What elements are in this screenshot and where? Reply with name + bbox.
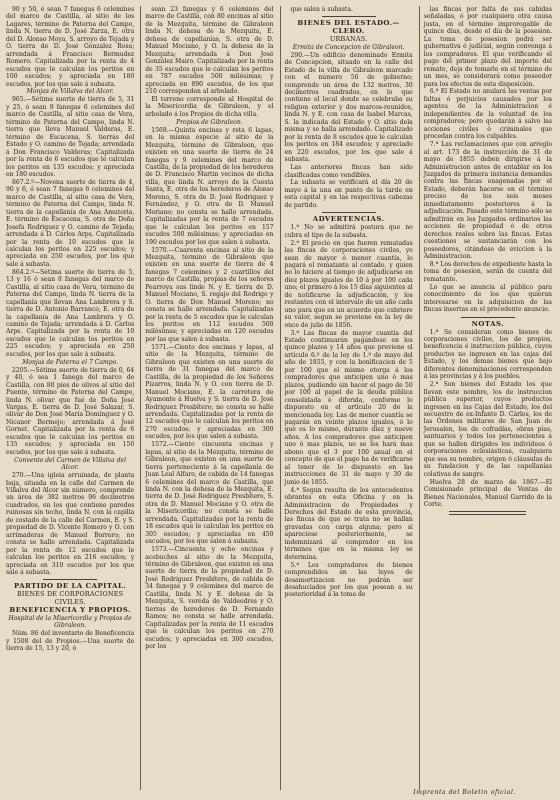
- column-4: [419, 6, 552, 790]
- section-heading: BIENES DEL ESTADO.—CLERO.: [297, 19, 400, 35]
- section-heading: URBANAS.: [329, 34, 368, 43]
- column-2: [140, 6, 273, 790]
- section-heading: NOTAS.: [471, 319, 505, 328]
- paragraph: 290.—Un edificio denominado Ermita de Concepcion, situado en la calle del Estado de la villa de Gibraleon marcado con el número 56 de gobierno; comprende un área de 132 metros, 30 decímetros cuadrados, en lo que contiene el local donde se celebraba su religion exterior y dos marcos-reunidos, linda N. y E. con casa de Isabel Marcas, S. la indicada del Estado y O. sitio dela misma y se halla arrendado. Capitalizado por la renta de 8 escudos que le calculan los peritos en 184 escudos; y apreciado en 220 escudos, por los que sale á subasta.: [284, 51, 413, 164]
- paragraph: El terreno corresponde al Hospital de la Misericordia de Gibraleon, y el arbolado á los Propios de dicha villa.: [145, 95, 274, 118]
- section-heading: BIENES DE CORPORACIONES CIVILES.: [17, 590, 124, 606]
- section-heading: Convento del Carmen de Villalva del Alcor.: [14, 456, 127, 472]
- paragraph: 1.ª Se consideran como bienes de corporaciones civiles, los de propios, beneficencia é instruccion pública, cuyos productos no ingresen en las cajas del Estado, y los demas bienes que bajo diferentes denominaciones corresponden á las provincias y á los pueblos.: [423, 328, 552, 381]
- divider: [449, 511, 526, 515]
- paragraph: Lo que se anuncia al público para conocimiento de los que quieran interesarse en la adquisicion de las fincas insertas en el precedente anuncio.: [423, 283, 552, 314]
- paragraph: 1573.—Cincuenta y ocho encinas y acebuches al sitio de la Mezquita, término de Gibraleon, que existen en una suerte de tierra de la propiedad de D. José Rodriguez Presbítero, de cabida de 34 fanegas y 9 celemines del marco de Castilla, linda N. y E. dehesa de la Mezquita, S. vereda de Valdeodres y O. tierras de herederos de D. Fernando Ramos; no consta se halle arrendada. Capitalizadas por la renta de 11 escudos que le calculan los peritos en 270 escudos; y apreciadas en 300 escudos, por los: [145, 546, 274, 651]
- paragraph: que salen á subasta.: [290, 6, 353, 13]
- paragraph: 1572.—Ciento cincuenta encinas y lapas, al sitio de la Mezquita, término de Gibraleon, que existen en una suerte de tierra perteneciente á la capellanía de Juan Leal Alfaro, de cabida de 14 fanegas 6 celemines del marco de Castilla, que linda N. con la dehesa de la Mezquita, E. tierra de D. José Rodriguez Presbítero, S. otra de D. Manuel Mociano y O. otra de la Misericordia; no consta se halle arrendada. Capitalizadas por la renta de 18 escudos que le calculan los peritos en 305 escudos; y apreciadas en 450 escudos, por los que salen á subasta.: [145, 441, 274, 546]
- paragraph: 90 y 50, é sean 7 fanegas 6 celemines del marco de Castilla, al sitio de los Lagares, término de Paterna del Campo, linda N. tierra de D. José Zarza, E. otra del D. Alonso Moya, S. arroyo de Tejada y O. tierra de D. José Gonzalez Rosa; arrendada á Francisco Bermudez Romero. Capitalizada por la renta de 4 escudos que le calculan los peritos en 100 escudos; y apreciada en 180 escudos, por los que sale á subasta.: [6, 6, 135, 88]
- paragraph: 867.2.º—Novena suerte de tierra de 4, 90 y 6, ó sean 7 fanegas 6 celemines del marco de Castilla, al sitio casa de Vera, término de Paterna del Campo, linda N. tierra de la capellanía de Ana Amutoria, E. término de Escacena, S. otra de Doña Josefa Rodriguez y O. camino de Tejada; arrendada á D. Carlos Arps. Capitalizada por la renta de 10 escudos que le calculan los peritos en 225 escudos; y apreciada en 250 escudos, por los que sale á subasta.: [6, 178, 135, 268]
- divider: [322, 16, 376, 17]
- section-heading: Monjas de Villalva del Alcor.: [26, 88, 114, 96]
- paragraph: las fincas por falta de sus cabidas señaladas, ó por cualquiera otra causa justa, en el término improrogable de quince días, desde el día de la posesion. La toma de posesion podrá ser gubernativa ó judicial, según convenga á los compradores. El que verificando el pago del primer plazo del importe del remate, deja de tomarle en el término de un mes, se considerará como poseedor para los efectos de esta disposición.: [423, 6, 552, 88]
- paragraph: 5.ª Los compradores de bienes comprendidos en las leyes de desamortizacion no podrán ser desahuciados por los que posean a su posterioridad á la toma de: [284, 561, 413, 599]
- paragraph: sean 23 fanegas y 6 celemines del marco de Castilla, con 80 encinas al sitio de la Mezquita, término de Gibraleon linda N. dehesa de la Mezquita, E. dehesa de capellanías, S. otra de D. Manuel Mociano, y O. la dehesa de la Mezquita; arrendada á Don José González Mairo. Capitalizada por la renta de 35 escudos que le calculan los peritos en 787 escudos 500 milésimas; y apreciada en 890 escudos, de los que 210 corresponden al arbolado.: [145, 6, 274, 95]
- paragraph: 4.ª Segun resulta de los antecedentes obrantes en esta Oficina y en la Administracion de Propiedades y Derechos del Estado de esta provincia, las fincas de que se trata no se hallan gravadas con carga alguna; pero si apareciese posteriormente, se indemnizará al comprador en los términos que en la misma ley se determina.: [284, 486, 413, 561]
- text-columns: [6, 6, 552, 790]
- paragraph: 6.ª El Estado no anulará las ventas por faltas ó perjuicios causados por los agentes de la Administracion é independientes de la voluntad de los compradores; pero quedarán á salvo las acciones civiles ó criminales que procedan contra los culpables.: [423, 88, 552, 141]
- section-heading: Propios de Gibraleon.: [176, 118, 243, 126]
- divider: [43, 579, 97, 580]
- paragraph: 270.—Una igleia arruinada, de planta baja, situada en la calle del Carmen de Villalva del Alcor sin número, comprende un área de 382 metros 96 decímetros cuadrados, en los que contiene paredes ruinosas sin techo, linda N. con la capilla de costado de la calle del Carmen, E. y S. propiedad de D. Vicente Romero y O. con arrimaderas de Manuel Borrero; no consta se halle arrendada. Capitalizada por la renta de 12 escudos que le calculan los peritos en 216 escudos; y apreciada en 310 escudos por los que sale á subasta.: [6, 472, 135, 576]
- divider: [461, 317, 515, 318]
- paragraph: 1569.—Quinta encinas y reta 6 lapas, en la misma especie al sitio de la Mezquita, término de Gibraleon, que existen en una suerte de tierra de 24 fanegas y 9 celemines del marco de Castilla, de la propiedad de los herederos de D. Francisco Martin vecinos de dicha villa, que linda N. arroyo de la Cuesta Santa, E. otra de los herederos de Alonso Moreno, S. otra de D. José Rodriguez y Fernández, y O. otra de D. Manuel Moriano; no consta se halle arrendada. Capitalizadas por la renta de 7 escudos que le calculan los peritos en 157 escudos 500 milésimas; y apreciadas en 190 escudos por los que salen á subasta.: [145, 126, 274, 246]
- paragraph: 2.ª El precio en que fueren rematadas las fincas de corporaciones civiles, yo sean de mayor ó menor cuantía, lo pagará el rematante al contado, y quien no lo hiciere al tiempo de adjudicarse en diez plazos iguales de 10 á por 100 cada uno; el primero á los 15 días siguientes al de notificarse la adjudicación, y los restantes con el intervalo de un año cada uno para que en un acuerdo que cubriere su valor, segun se previene en la ley de once de julio de 1856.: [284, 239, 413, 329]
- paragraph: 2.ª Son bienes del Estado los que llevan este nombre, los de instruccion pública superior, cuyos productos ingresen en las Cajas del Estado, los del secuestro de ex-Infante D. Cárlos, los de las Órdenes militares de San Juan de Jerusalen, los de cofradías, obras pías, santuarios y todos los pertenecientes á que se hallen dirigidos los individuos ó corporaciones eclesiásticas, cualquiera que sea su nombre, origen ó cláusulas de su fundacion y de las capellanías colativas de sangre.: [423, 381, 552, 478]
- paragraph: Huelva 28 de marzo de 1867.—El Comisionado principal de Ventas de Bienes Nacionales, Manuel Garrido de la Corte.: [423, 478, 552, 508]
- paragraph: Núm. 86 del inventario de Beneficencia y 1508 del de Propios.—Una suerte de tierra de 15, 13 y 20, ó: [6, 630, 135, 653]
- section-heading: Ermita de Concepcion de Gibraleon.: [292, 43, 405, 51]
- paragraph: 7.ª Las reclamaciones que con arreglo al art. 173 de la instrucción de 31 de mayo de 1855 deben dirigirse á la Administracion antes de entablar en los Juzgados de primera instancia demandas contra las fincas enagenadas por el Estado, deberán hacerse en el término preciso de los seis meses inmediatamente posteriores á la adjudicación. Pasado este término sólo se admitirán en los Juzgados ordinarios las acciones de propiedad ó de otros derechos reales sobre las fincas. Estas cuestiones se sustanciarán con los poseedores, citándose de eviccion á la Administracion.: [423, 141, 552, 260]
- paragraph: 8.ª Los derechos de expediente hasta la toma de posesion, serán de cuenta del rematante.: [423, 260, 552, 283]
- section-heading: Monjas de Paterna el 7 Campo.: [22, 358, 119, 366]
- section-heading: BENEFICENCIA Y PROPIOS.: [9, 605, 131, 614]
- printer-imprint: Imprenta del Boletin oficial.: [413, 789, 516, 796]
- paragraph: 2205.—Sétima suerte de tierra de 0, 64 y 40, ó sea 1 fanega del marco de Castilla, con 80 pies de olivos al sitio del Puente, término de Paterna del Campo, linda N. olivar que fué de Doña José Vargas, E. tierra de D. José Salazar, S. olivar de Don José María Domínguez y O. Nicanor Bermejo; arrendada á José Gornet. Capitalizada por la renta de 6 escudos que le calculan los peritos en 135 escudos; y apreciada en 150 escudos, por los que sale á subasta.: [6, 366, 135, 456]
- paragraph: 1.ª No se admitirá postura que no cubra el tipo de la subasta.: [284, 224, 413, 239]
- section-heading: ADVERTENCIAS.: [312, 215, 385, 224]
- paragraph: 1570.—Cuarenta encinas al sitio de la Mezquita, término de Gibraleon que existen en una suerte de tierra de 4 fanegas 7 celemines y 2 cuartillos del marco de Castilla, propias de los señores Pearroya sus linde N. y E. tierra de D. Manuel Mociano, S. regajo del Rodrigo y O. tierra de Don Manuel Moreno; no consta se halle arrendada. Capitalizadas por la renta de 5 escudos que le calculan los peritos en 112 escudos 500 milésimas; y apreciadas en 120 escudos por las que salen á subasta.: [145, 246, 274, 343]
- paragraph: 864.2.º—Sétima suerte de tierra de 5, 13 y 16 ó sean 8 fanegas del marco de Castilla, al sitio casa de Vera, término de Paterna del Campo, linda N. tierra de la capellanía que llevan Ana Lambrera y S. tierra de D. Antonio Barranco, E. otra de la capellanía de Ana Lambrera y O. camino de Tejada; arrendada á D. Carlos Arps. Capitalizada por la renta de 10 escudos que le calculan los peritos en 225 escudos; y apreciada en 250 escudos, por los que sale á subasta.: [6, 268, 135, 358]
- paragraph: La subasta se verificará el día 20 de mayo á la una en punto de la tarde en esta capital y en las respectivas cabezas de partido.: [284, 179, 413, 209]
- column-1: [6, 6, 134, 790]
- section-heading: PARTIDO DE LA CAPITAL.: [14, 582, 127, 591]
- paragraph: 965.—Sétima suerte de tierra de 5, 31 y 25, ó sean 9 fanegas 6 celemines del marco de Castilla, al sitio casa de Vera, término de Paterna del Campo, linda N. tierra que lleva Manuel Valderas, E. término de Escacena, S. tierras del Estado y O. camino de Tejada; arrendada á Don Francisco Valderas; Capitalizada por la renta de 6 escudos que le calculan los peritos en 135 escudos; y apreciada en 180 escudos.: [6, 96, 135, 178]
- section-heading: Hospital de la Misericordia y Propios de Gibraleon.: [8, 614, 132, 630]
- paragraph: 1571.—Ciento dos encinas y lapas, al sitio de la Mezquita, término de Gibraleon que existen en una suerte de tierra de 31 fanegas del marco de Castilla, de la propiedad de los Señores Pizarros, linda N. y O. con tierra de D. Manuel Mociano, E. la carretera de Ayamonte á Huelva y S. tierra de D. José Rodriguez Presbítero; no consta se halle arrendada. Capitalizadas por la renta de 12 escudos que le calculan los peritos en 270 escudos; y apreciadas en 300 escudos, por los que salen á subasta.: [145, 343, 274, 441]
- column-3: [280, 6, 413, 790]
- divider: [322, 212, 376, 213]
- paragraph: 3.ª Las fincas de mayor cuantía del Estado continuarán pagándose en los quince plazos y 14 años que previene el artículo 6.º de la ley de 1.º de mayo del año de 1855, y con la bonificacion de 5 por 100 que el mismo otorga á los compradores que anticipen uno ó mas plazos, pudiendo sin hacer el pago de 50 por 100 al papel de la deuda pública consolidada ó diferida, conforme lo dispuesto en el artículo 20 de la mencionada ley. Las de menor cuantía se pagarán en veinte plazos iguales, ó lo que es lo mismo, durante diez y nueve años. A los compradores que anticipen uno ó mas plazos, no se les hará mas abono que el 3 por 100 anual en el concepto de que el pago ha de verificarse al tenor de lo dispuesto en las instrucciones de 31 de mayo y 30 de junio de 1855.: [284, 329, 413, 486]
- paragraph: Las anteriores fincas han sido clasificadas como vendibles.: [284, 164, 413, 179]
